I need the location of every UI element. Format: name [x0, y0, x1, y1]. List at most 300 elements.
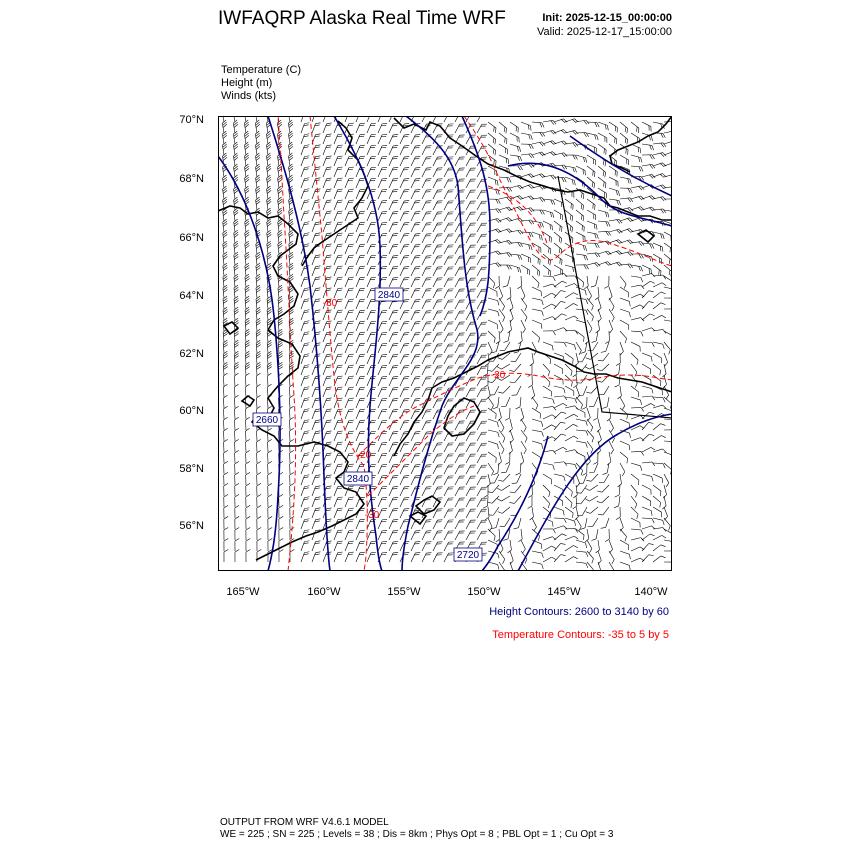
wind-barb	[543, 415, 552, 419]
wind-barb	[334, 509, 338, 518]
wind-barb	[444, 311, 449, 320]
wind-barb-feather	[371, 244, 376, 245]
wind-barb	[389, 542, 393, 551]
wind-barb-feather	[290, 549, 294, 552]
wind-barb	[312, 498, 316, 507]
wind-barb-feather	[663, 398, 665, 402]
wind-barb	[389, 355, 393, 364]
wind-barb-feather	[382, 277, 387, 278]
wind-barb-feather	[359, 521, 364, 522]
wind-barb	[606, 342, 609, 351]
wind-barb-feather	[326, 389, 331, 390]
wind-barb	[598, 430, 601, 439]
wind-barb-feather	[304, 332, 309, 333]
wind-barb	[631, 407, 641, 408]
wind-barb	[609, 452, 611, 462]
wind-barb-feather	[327, 409, 332, 410]
wind-barb	[653, 474, 662, 478]
wind-barb	[609, 188, 618, 191]
wind-barb	[433, 355, 438, 364]
wind-barb-feather	[371, 486, 376, 487]
wind-barb	[433, 234, 438, 243]
wind-barb	[664, 131, 672, 133]
temp-label-2: -30	[322, 298, 338, 309]
wind-barb	[466, 333, 471, 342]
wind-barb-feather	[629, 565, 630, 570]
wind-barb	[422, 212, 426, 221]
wind-barb	[619, 485, 620, 495]
wind-barb	[510, 551, 513, 560]
wind-barb	[367, 542, 371, 551]
wind-barb-feather	[562, 260, 563, 265]
wind-barb-feather	[327, 189, 332, 190]
wind-barb-feather	[381, 169, 386, 170]
wind-barb	[477, 245, 482, 254]
footer-model: OUTPUT FROM WRF V4.6.1 MODEL	[220, 817, 389, 828]
wind-barb	[653, 556, 661, 562]
wind-barb	[378, 333, 382, 342]
wind-barb-feather	[592, 182, 593, 187]
wind-barb-feather	[327, 255, 332, 256]
wind-barb-feather	[304, 145, 309, 146]
wind-barb-feather	[348, 389, 353, 390]
wind-barb-feather	[304, 365, 309, 366]
wind-barb-feather	[520, 147, 521, 152]
wind-barb-feather	[348, 433, 353, 434]
wind-barb	[631, 342, 640, 346]
wind-barb-feather	[338, 266, 343, 267]
svg-text:2660: 2660	[255, 415, 279, 426]
wind-barb-feather	[542, 432, 544, 437]
wind-barb	[488, 353, 489, 363]
wind-barb	[532, 276, 539, 283]
wind-barb	[256, 365, 257, 375]
wind-barb-feather	[581, 470, 583, 475]
wind-barb	[356, 135, 360, 144]
wind-barb	[378, 454, 382, 463]
wind-barb-feather	[601, 351, 606, 352]
wind-barb-feather	[586, 512, 591, 514]
wind-barb-feather	[542, 553, 544, 558]
lon-label-150: 150°W	[467, 586, 501, 598]
wind-barb	[345, 212, 349, 221]
wind-barb	[345, 322, 349, 331]
wind-barb	[356, 421, 360, 430]
wind-barb	[289, 376, 290, 386]
wind-barb-feather	[582, 407, 586, 409]
wind-barb-feather	[561, 238, 562, 243]
wind-barb-feather	[505, 418, 509, 420]
wind-barb-feather	[583, 216, 584, 221]
wind-barb-feather	[337, 136, 342, 137]
wind-barb	[378, 355, 382, 364]
wind-barb-feather	[382, 233, 387, 234]
wind-barb-feather	[370, 543, 375, 544]
wind-barb-feather	[652, 396, 655, 400]
wind-barb-feather	[257, 527, 261, 530]
wind-barb	[587, 309, 593, 317]
wind-barb-feather	[641, 332, 643, 337]
wind-barb-feather	[359, 488, 364, 489]
wind-barb-feather	[518, 156, 520, 161]
wind-barb	[532, 287, 541, 291]
wind-barb-feather	[612, 438, 614, 442]
wind-barb-feather	[663, 520, 664, 525]
wind-barb	[477, 520, 482, 529]
wind-barb-feather	[661, 545, 666, 547]
wind-barb-feather	[371, 420, 376, 421]
wind-barb-feather	[575, 363, 579, 366]
wind-barb	[609, 562, 614, 571]
wind-barb	[583, 386, 587, 395]
wind-barb-feather	[589, 472, 594, 473]
wind-barb	[587, 408, 590, 417]
wind-barb-feather	[348, 510, 353, 511]
wind-barb-feather	[564, 342, 566, 346]
wind-barb-feather	[528, 506, 532, 508]
wind-barb-feather	[359, 136, 364, 137]
wind-barb	[422, 300, 426, 309]
wind-barb-feather	[360, 343, 365, 344]
wind-barb-feather	[359, 224, 364, 225]
wind-barb-feather	[614, 160, 615, 165]
wind-barb-feather	[315, 411, 320, 412]
wind-barb-feather	[593, 418, 597, 420]
wind-barb-feather	[382, 387, 387, 388]
wind-barb-feather	[348, 488, 353, 489]
wind-barb-feather	[304, 389, 309, 390]
wind-barb	[499, 287, 503, 296]
wind-barb	[620, 386, 621, 396]
wind-barb	[455, 432, 460, 441]
wind-barb-feather	[552, 425, 556, 427]
wind-barb-feather	[304, 125, 309, 126]
wind-barb	[587, 232, 597, 234]
wind-barb-feather	[597, 491, 602, 492]
wind-barb-feather	[538, 536, 539, 541]
wind-barb	[312, 179, 316, 188]
wind-barb	[554, 353, 563, 356]
wind-barb	[488, 419, 497, 422]
wind-barb	[499, 452, 502, 462]
wind-barb-feather	[360, 310, 365, 311]
wind-barb-feather	[597, 501, 602, 502]
wind-barb-feather	[257, 516, 261, 519]
wind-barb	[576, 397, 583, 405]
wind-barb	[378, 322, 382, 331]
wind-barb-feather	[348, 180, 353, 181]
wind-barb	[565, 507, 573, 513]
wind-barb	[653, 315, 662, 320]
wind-barb-feather	[349, 200, 354, 201]
wind-barb	[466, 410, 471, 419]
wind-barb	[510, 287, 511, 297]
wind-barb	[389, 322, 393, 331]
wind-barb	[312, 542, 316, 551]
wind-barb-feather	[304, 169, 309, 170]
wind-barb-feather	[515, 407, 520, 409]
wind-barb-feather	[304, 354, 309, 355]
wind-barb	[455, 476, 460, 485]
wind-barb-feather	[348, 246, 353, 247]
wind-barb	[334, 322, 338, 331]
wind-barb	[653, 397, 663, 398]
wind-barb-feather	[661, 234, 662, 239]
wind-barb-feather	[641, 267, 643, 272]
wind-barb-feather	[337, 466, 342, 467]
wind-barb-feather	[304, 134, 309, 135]
wind-barb-feather	[587, 461, 590, 465]
wind-barb	[576, 353, 578, 363]
wind-barb-feather	[316, 508, 321, 509]
wind-barb	[378, 388, 382, 397]
wind-barb-feather	[496, 190, 498, 195]
wind-barb-feather	[349, 409, 354, 410]
wind-barb	[367, 278, 371, 287]
wind-barb	[620, 320, 629, 325]
wind-barb	[422, 278, 426, 287]
wind-barb-feather	[661, 303, 666, 305]
wind-barb	[477, 388, 482, 397]
wind-barb	[422, 289, 426, 298]
wind-barb	[466, 443, 471, 452]
wind-barb-feather	[652, 244, 654, 249]
wind-barb-feather	[348, 279, 353, 280]
wind-barb	[267, 398, 268, 408]
wind-barb-feather	[548, 371, 550, 376]
wind-barb-feather	[506, 158, 507, 163]
wind-barb	[378, 531, 382, 540]
wind-barb-feather	[359, 158, 364, 159]
wind-barb	[433, 322, 438, 331]
wind-barb-feather	[571, 503, 572, 508]
wind-barb	[554, 281, 562, 287]
wind-barb	[631, 166, 641, 167]
wind-barb-feather	[582, 473, 586, 475]
wind-barb	[521, 309, 527, 317]
wind-barb-feather	[327, 167, 332, 168]
wind-barb	[444, 245, 449, 254]
wind-barb	[455, 355, 460, 364]
wind-barb	[256, 398, 257, 408]
wind-barb	[587, 177, 595, 183]
wind-barb	[607, 397, 609, 407]
wind-barb-feather	[517, 267, 518, 272]
wind-barb-feather	[337, 235, 342, 236]
wind-barb	[466, 267, 471, 276]
wind-barb-feather	[348, 301, 353, 302]
wind-barb-feather	[495, 286, 499, 289]
wind-barb-feather	[659, 270, 660, 275]
wind-barb	[389, 487, 393, 496]
wind-barb-feather	[635, 493, 637, 498]
wind-barb	[488, 342, 492, 351]
wind-barb	[488, 397, 494, 405]
wind-barb-feather	[494, 338, 495, 343]
wind-barb-feather	[370, 235, 375, 236]
wind-barb	[517, 474, 521, 483]
wind-barb-feather	[268, 505, 272, 508]
wind-barb	[609, 144, 617, 150]
wind-barb	[499, 551, 505, 559]
wind-barb	[389, 399, 393, 408]
wind-barb-feather	[595, 243, 597, 247]
wind-barb	[245, 409, 246, 419]
wind-barb	[501, 496, 510, 501]
wind-barb-feather	[257, 549, 261, 552]
wind-barb-feather	[550, 212, 551, 217]
wind-barb-feather	[575, 155, 577, 159]
wind-barb	[367, 146, 371, 155]
wind-barb	[576, 551, 586, 552]
wind-barb	[444, 553, 449, 562]
wind-barb	[356, 322, 360, 331]
wind-barb	[301, 223, 304, 232]
wind-barb-feather	[349, 552, 354, 553]
wind-barb-feather	[316, 409, 321, 410]
wind-barb	[532, 430, 542, 432]
wind-barb-feather	[349, 354, 354, 355]
wind-barb-feather	[326, 345, 331, 346]
wind-barb-feather	[327, 134, 332, 135]
wind-barb	[609, 133, 617, 139]
wind-barb	[323, 410, 327, 419]
wind-barb	[532, 254, 540, 260]
wind-barb	[499, 122, 507, 128]
wind-barb	[433, 311, 438, 320]
wind-barb-feather	[561, 202, 562, 207]
wind-barb	[598, 309, 601, 318]
wind-barb-feather	[360, 530, 365, 531]
wind-barb-feather	[338, 299, 343, 300]
wind-barb	[345, 168, 349, 177]
wind-barb-feather	[586, 310, 588, 315]
wind-barb-feather	[371, 255, 376, 256]
wind-barb-feather	[359, 257, 364, 258]
wind-barb-feather	[316, 420, 321, 421]
wind-barb-feather	[630, 179, 632, 184]
wind-barb	[356, 553, 360, 562]
wind-barb-feather	[315, 488, 320, 489]
wind-barb-feather	[268, 483, 272, 486]
wind-barb	[488, 177, 497, 181]
wind-barb-feather	[279, 549, 283, 552]
wind-barb	[598, 562, 601, 571]
wind-barb-feather	[605, 161, 606, 166]
wind-barb	[565, 436, 574, 441]
wind-barb-feather	[337, 246, 342, 247]
wind-barb	[477, 190, 482, 199]
wind-barb-feather	[571, 382, 572, 387]
wind-barb-feather	[541, 324, 542, 329]
wind-barb-feather	[349, 365, 354, 366]
wind-barb-feather	[235, 549, 239, 552]
wind-barb	[411, 520, 415, 529]
wind-barb-feather	[338, 530, 343, 531]
wind-barb	[631, 485, 637, 493]
wind-barb	[334, 399, 338, 408]
wind-barb-feather	[337, 356, 342, 357]
lat-label-70: 70°N	[179, 114, 204, 126]
wind-barb-feather	[337, 323, 342, 324]
wind-barb-feather	[638, 480, 639, 485]
wind-barb-feather	[584, 255, 586, 260]
wind-barb	[301, 542, 304, 551]
wind-barb-feather	[518, 166, 521, 170]
wind-barb-feather	[337, 158, 342, 159]
wind-barb	[312, 190, 316, 199]
wind-barb-feather	[326, 510, 331, 511]
wind-barb-feather	[628, 188, 630, 192]
wind-barb-feather	[497, 499, 501, 501]
wind-barb	[477, 465, 482, 474]
wind-barb-feather	[662, 535, 666, 538]
wind-barb-feather	[349, 255, 354, 256]
wind-barb-feather	[326, 202, 331, 203]
wind-barb-feather	[561, 412, 566, 413]
wind-barb	[565, 303, 573, 309]
wind-barb	[400, 344, 404, 353]
wind-barb	[494, 386, 499, 395]
wind-barb-feather	[594, 172, 595, 177]
wind-barb-feather	[359, 345, 364, 346]
wind-barb-feather	[349, 244, 354, 245]
wind-barb	[466, 168, 471, 177]
wind-barb	[433, 168, 438, 177]
wind-barb	[455, 223, 460, 232]
wind-barb-feather	[348, 521, 353, 522]
wind-barb	[477, 498, 482, 507]
wind-barb-feather	[304, 367, 309, 368]
wind-barb	[554, 386, 564, 388]
wind-barb-feather	[542, 223, 544, 228]
wind-barb-feather	[371, 431, 376, 432]
wind-barb-feather	[315, 433, 320, 434]
wind-barb	[664, 529, 672, 534]
wind-barb	[532, 353, 534, 363]
wind-barb	[587, 221, 596, 225]
wind-barb-feather	[542, 564, 543, 569]
wind-barb-feather	[518, 255, 520, 260]
wind-barb	[301, 311, 304, 320]
wind-barb-feather	[327, 266, 332, 267]
wind-barb	[356, 344, 360, 353]
wind-barb	[620, 419, 629, 423]
wind-barb	[400, 168, 404, 177]
wind-barb-feather	[660, 381, 661, 386]
wind-barb	[411, 278, 415, 287]
wind-barb-feather	[619, 200, 621, 205]
wind-barb	[378, 135, 382, 144]
wind-barb-feather	[627, 128, 628, 133]
wind-barb-feather	[493, 473, 498, 475]
wind-barb	[521, 254, 530, 258]
wind-barb	[502, 507, 510, 513]
wind-barb-feather	[359, 543, 364, 544]
wind-barb-feather	[382, 189, 387, 190]
wind-barb-feather	[316, 497, 321, 498]
wind-barb	[455, 443, 460, 452]
lat-label-64: 64°N	[179, 290, 204, 302]
wind-barb	[455, 388, 460, 397]
wind-barb	[631, 474, 639, 480]
wind-barb	[466, 223, 471, 232]
wind-barb	[301, 201, 304, 210]
wind-barb-feather	[315, 158, 320, 159]
wind-barb	[411, 553, 415, 562]
wind-barb	[498, 397, 499, 407]
wind-barb	[598, 262, 607, 265]
